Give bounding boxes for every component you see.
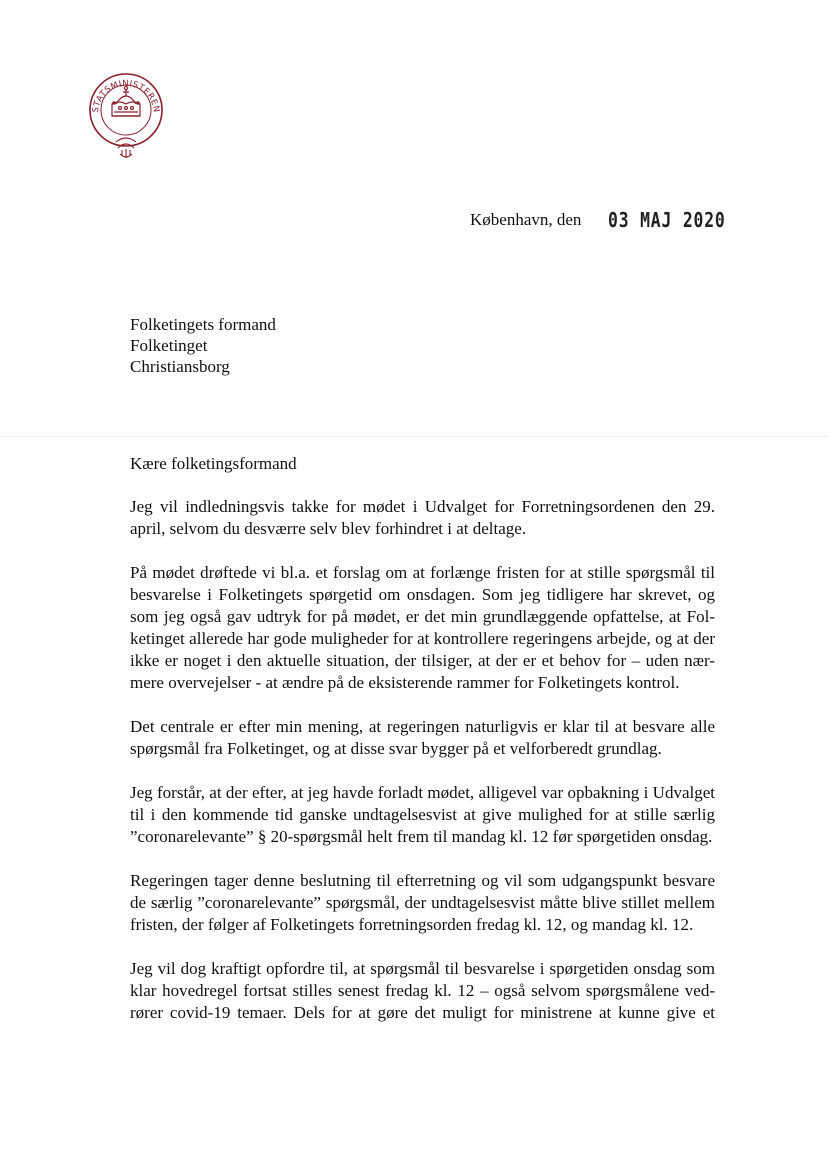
- text-line: besvarelse i Folketingets spørgetid om onsdagen. Som jeg tidligere har skrevet, og: [130, 585, 715, 604]
- text-line: til i den kommende tid ganske undtagelsesvist at give mulighed for at stille særlig: [130, 805, 715, 824]
- text-line: de særlig ”coronarelevante” spørgsmål, der undtagelsesvist måtte blive stillet mellem: [130, 893, 715, 912]
- text-line: Regeringen tager denne beslutning til efterretning og vil som udgangspunkt besvare: [130, 871, 715, 890]
- text-line: På mødet drøftede vi bl.a. et forslag om at forlænge fristen for at stille spørgsmål til: [130, 563, 715, 582]
- recipient-address: [130, 314, 276, 377]
- date-stamp: 03 MAJ 2020: [607, 208, 726, 232]
- text-line: Jeg vil dog kraftigt opfordre til, at spørgsmål til besvarelse i spørgetiden onsdag som: [130, 959, 715, 978]
- text-line: ”coronarelevante” § 20-spørgsmål helt frem til mandag kl. 12 før spørgetiden onsdag.: [130, 827, 713, 846]
- text-line: april, selvom du desværre selv blev forhindret i at deltage.: [130, 519, 527, 538]
- paragraph: [130, 716, 715, 760]
- paragraph: [130, 562, 715, 694]
- place-label: København, den: [470, 210, 582, 229]
- paragraph: [130, 496, 715, 540]
- recipient-line: Christiansborg: [130, 357, 230, 376]
- salutation: Kære folketingsformand: [130, 454, 297, 473]
- crown-seal-icon: [84, 70, 168, 160]
- text-line: ketinget allerede har gode muligheder for at kontrollere regeringens arbejde, og at der: [130, 629, 715, 648]
- text-line: som jeg også gav udtryk for på mødet, er det min grundlæggende opfattelse, at Fol-: [130, 607, 715, 626]
- text-line: rører covid-19 temaer. Dels for at gøre det muligt for ministrene at kunne give et: [130, 1003, 715, 1022]
- text-line: spørgsmål fra Folketinget, og at disse svar bygger på et velforberedt grundlag.: [130, 739, 662, 758]
- svg-text:STATSMINISTEREN: STATSMINISTEREN: [90, 78, 162, 114]
- scan-fold-line: [0, 436, 828, 437]
- text-line: mere overvejelser - at ændre på de eksisterende rammer for Folketingets kontrol.: [130, 673, 680, 692]
- paragraph: [130, 782, 715, 848]
- paragraph: [130, 870, 715, 936]
- text-line: Jeg vil indledningsvis takke for mødet i Udvalget for Forretningsordenen den 29.: [130, 497, 715, 516]
- text-line: Det centrale er efter min mening, at regeringen naturligvis er klar til at besvare alle: [130, 717, 715, 736]
- date-line: [470, 208, 751, 232]
- statsministeren-seal: [84, 70, 168, 160]
- recipient-line: Folketinget: [130, 336, 208, 355]
- text-line: klar hovedregel fortsat stilles senest fredag kl. 12 – også selvom spørgsmålene ved-: [130, 981, 715, 1000]
- text-line: Jeg forstår, at der efter, at jeg havde forladt mødet, alligevel var opbakning i Udvalget: [130, 783, 715, 802]
- recipient-line: Folketingets formand: [130, 315, 276, 334]
- text-line: ikke er noget i den aktuelle situation, der tilsiger, at der er et behov for – uden nær-: [130, 651, 715, 670]
- paragraph: [130, 958, 715, 1024]
- text-line: fristen, der følger af Folketingets forretningsorden fredag kl. 12, og mandag kl. 12.: [130, 915, 694, 934]
- letter-body: [130, 453, 715, 1046]
